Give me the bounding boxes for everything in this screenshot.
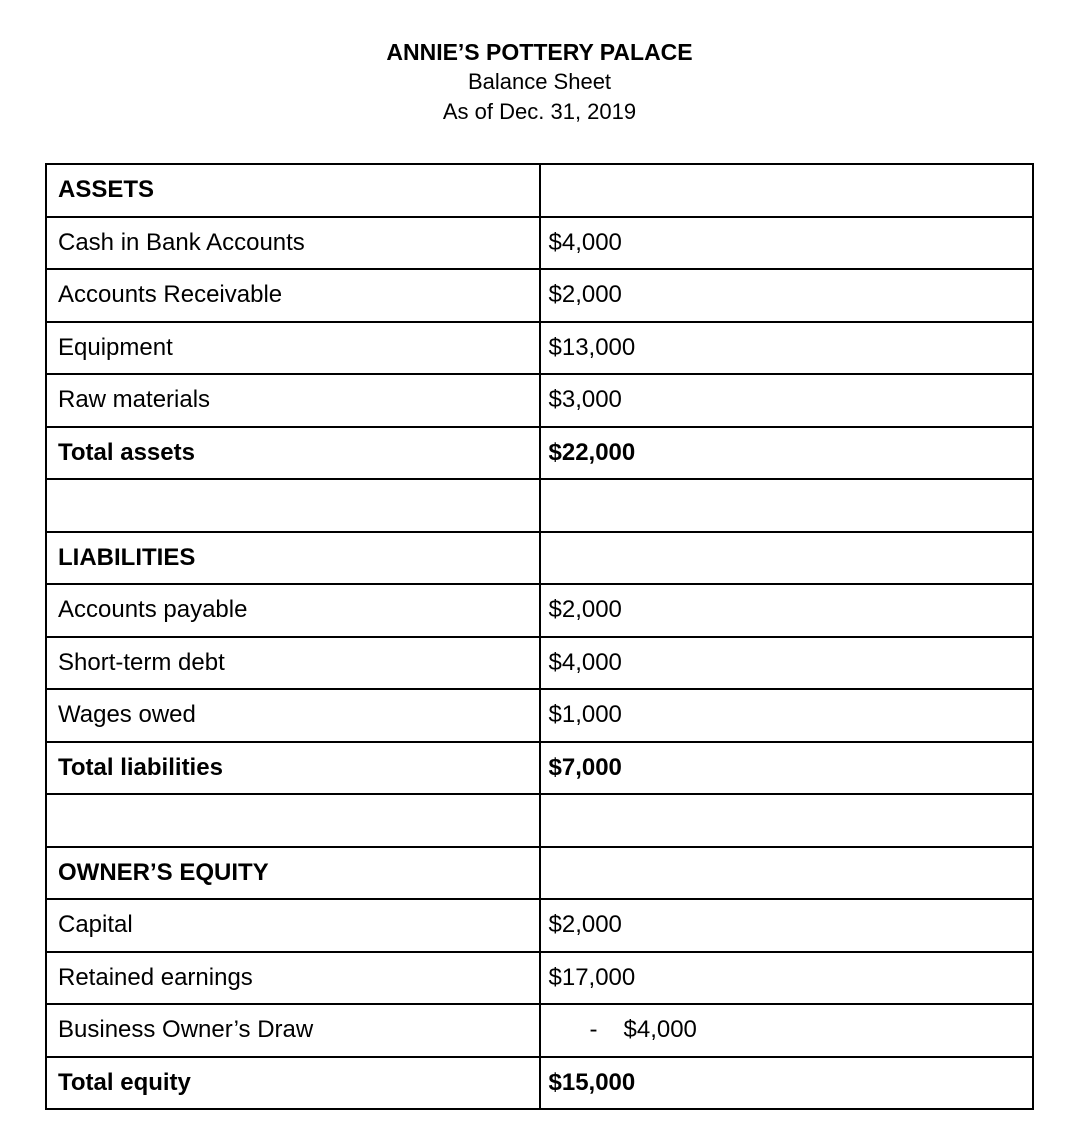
amount: $7,000 [548,753,622,781]
row-label: Accounts payable [46,584,540,637]
table-row [46,584,1033,637]
row-value [540,217,1034,270]
negative-dash: - [589,1016,598,1044]
row-label: Wages owed [46,689,540,742]
row-value [540,479,1034,532]
row-value [540,322,1034,375]
row-label: Capital [46,899,540,952]
row-label: Retained earnings [46,952,540,1005]
document-page [45,0,1034,1110]
row-label: Short-term debt [46,637,540,690]
row-value [540,269,1034,322]
row-value [540,794,1034,847]
table-row [46,269,1033,322]
table-row [46,374,1033,427]
amount: $3,000 [548,386,622,414]
row-value [540,1004,1034,1057]
row-label: Accounts Receivable [46,269,540,322]
row-label: Cash in Bank Accounts [46,217,540,270]
row-label: Total assets [46,427,540,480]
doc-title: Balance Sheet [467,69,612,94]
amount: $4,000 [548,648,622,676]
table-row [46,742,1033,795]
amount: $13,000 [548,333,636,361]
amount: $22,000 [548,438,636,466]
row-label: ASSETS [46,164,540,217]
balance-sheet-table [45,163,1034,1110]
amount: $4,000 [548,228,622,256]
table-row [46,217,1033,270]
row-value [540,899,1034,952]
row-label: Equipment [46,322,540,375]
table-row [46,427,1033,480]
amount: $2,000 [548,596,622,624]
row-value [540,689,1034,742]
amount: $2,000 [548,281,622,309]
row-label: Total equity [46,1057,540,1110]
amount: $1,000 [548,701,622,729]
company-name: ANNIE’S POTTERY PALACE [386,39,693,65]
row-label [46,479,540,532]
row-label: OWNER’S EQUITY [46,847,540,900]
row-value [540,1057,1034,1110]
row-label: Total liabilities [46,742,540,795]
table-row [46,637,1033,690]
row-value [540,164,1034,217]
table-row [46,322,1033,375]
row-value [540,584,1034,637]
row-value [540,637,1034,690]
row-label: Business Owner’s Draw [46,1004,540,1057]
row-label [46,794,540,847]
amount: $2,000 [548,911,622,939]
row-value [540,952,1034,1005]
row-value [540,532,1034,585]
amount: $4,000 [623,1016,697,1044]
row-value [540,374,1034,427]
amount: $15,000 [548,1068,636,1096]
table-row [46,847,1033,900]
table-row [46,794,1033,847]
table-row [46,952,1033,1005]
table-row [46,689,1033,742]
doc-date: As of Dec. 31, 2019 [442,99,637,124]
table-row [46,1057,1033,1110]
table-row [46,899,1033,952]
table-row [46,479,1033,532]
table-body [46,164,1033,1109]
row-value [540,847,1034,900]
row-value [540,742,1034,795]
row-label: Raw materials [46,374,540,427]
table-row [46,164,1033,217]
table-row [46,1004,1033,1057]
amount: $17,000 [548,963,636,991]
document-header [45,0,1034,127]
table-row [46,532,1033,585]
row-label: LIABILITIES [46,532,540,585]
row-value [540,427,1034,480]
